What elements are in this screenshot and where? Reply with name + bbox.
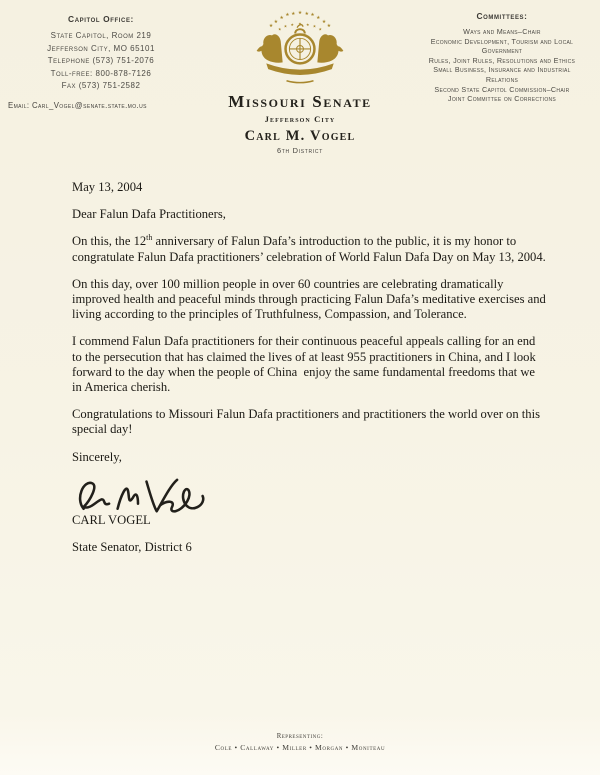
svg-text:★: ★ xyxy=(310,13,315,19)
capitol-office-telephone-line: Telephone (573) 751-2076 xyxy=(47,56,155,66)
paragraph-1-text: anniversary of Falun Dafa’s introduction to the public, it is my honor to congratulate Falun Dafa practitioners’ celebration of World Falun Dafa Day on May 13, 2004. xyxy=(72,234,546,264)
capitol-office-city-line: Jefferson City, MO 65101 xyxy=(47,43,155,53)
svg-text:★: ★ xyxy=(326,23,332,29)
capitol-office-tollfree-line: Toll-free: 800-878-7126 xyxy=(50,68,152,78)
svg-text:★: ★ xyxy=(285,13,290,19)
represented-counties: Cole • Callaway • Miller • Morgan • Moniteau xyxy=(214,743,386,752)
closing: Sincerely, xyxy=(72,449,122,464)
svg-text:★: ★ xyxy=(321,19,327,25)
salutation: Dear Falun Dafa Practitioners, xyxy=(72,207,226,222)
letterhead-center xyxy=(0,6,600,155)
committee-item: Small Business, Insurance and Industrial Relations xyxy=(433,65,571,84)
svg-text:★: ★ xyxy=(304,12,309,18)
paragraph-1 xyxy=(72,234,546,264)
signer-title: State Senator, District 6 xyxy=(72,540,192,555)
email-line: Email: Carl_Vogel@senate.state.mo.us xyxy=(8,101,147,110)
capitol-office-address-line: State Capitol, Room 219 xyxy=(50,31,152,40)
representing-label: Representing: xyxy=(276,733,324,740)
svg-text:★: ★ xyxy=(283,23,288,29)
committees-title: Committees: xyxy=(476,11,528,21)
committee-item: Rules, Joint Rules, Resolutions and Ethics xyxy=(428,55,576,65)
capitol-office-fax-line: Fax (573) 751-2582 xyxy=(61,81,141,91)
capitol-office-title: Capitol Office: xyxy=(68,14,134,24)
svg-text:★: ★ xyxy=(297,11,303,17)
paragraph-4: Congratulations to Missouri Falun Dafa practitioners and practitioners the world over on this special day! xyxy=(72,407,544,437)
committee-item: Joint Committee on Corrections xyxy=(447,94,557,104)
svg-text:★: ★ xyxy=(312,23,317,29)
svg-text:★: ★ xyxy=(316,16,321,22)
senator-district: 6th District xyxy=(276,146,323,155)
missouri-state-seal-icon xyxy=(247,6,353,88)
signer-name: CARL VOGEL xyxy=(72,512,151,527)
organization-city: Jefferson City xyxy=(264,114,336,124)
committee-item: Ways and Means–Chair xyxy=(463,27,541,36)
letter-footer xyxy=(0,733,600,752)
paragraph-2: On this day, over 100 million people in over 60 countries are celebrating dramatically improved health and peaceful minds through practicing Falun Dafa’s meditative exercises and living according to the principles of Truthfulness, Compassion, and Tolerance. xyxy=(72,276,550,322)
svg-text:★: ★ xyxy=(278,26,282,32)
svg-text:★: ★ xyxy=(305,21,310,27)
svg-text:★: ★ xyxy=(298,20,302,26)
svg-text:★: ★ xyxy=(273,19,279,25)
senator-name: Carl M. Vogel xyxy=(244,128,356,144)
svg-text:★: ★ xyxy=(268,23,274,29)
paragraph-3: I commend Falun Dafa practitioners for their continuous peaceful appeals calling for an end to the persecution that has claimed the lives of at least 955 practitioners in China, and I look forward to the day when the people of China enjoy the same fundamental freedoms that we in America cherish. xyxy=(72,334,539,395)
ordinal-superscript: th xyxy=(146,233,153,243)
svg-text:★: ★ xyxy=(291,12,296,18)
letter-date: May 13, 2004 xyxy=(72,180,143,194)
organization-name: Missouri Senate xyxy=(228,92,372,111)
committee-item: Economic Development, Tourism and Local Government xyxy=(430,36,574,56)
committee-item: Second State Capitol Commission–Chair xyxy=(434,84,570,94)
paragraph-1-text: On this, the 12 xyxy=(72,234,147,249)
svg-text:★: ★ xyxy=(279,16,284,22)
svg-text:★: ★ xyxy=(318,26,322,32)
letter-body xyxy=(72,180,550,567)
svg-text:★: ★ xyxy=(290,21,295,27)
